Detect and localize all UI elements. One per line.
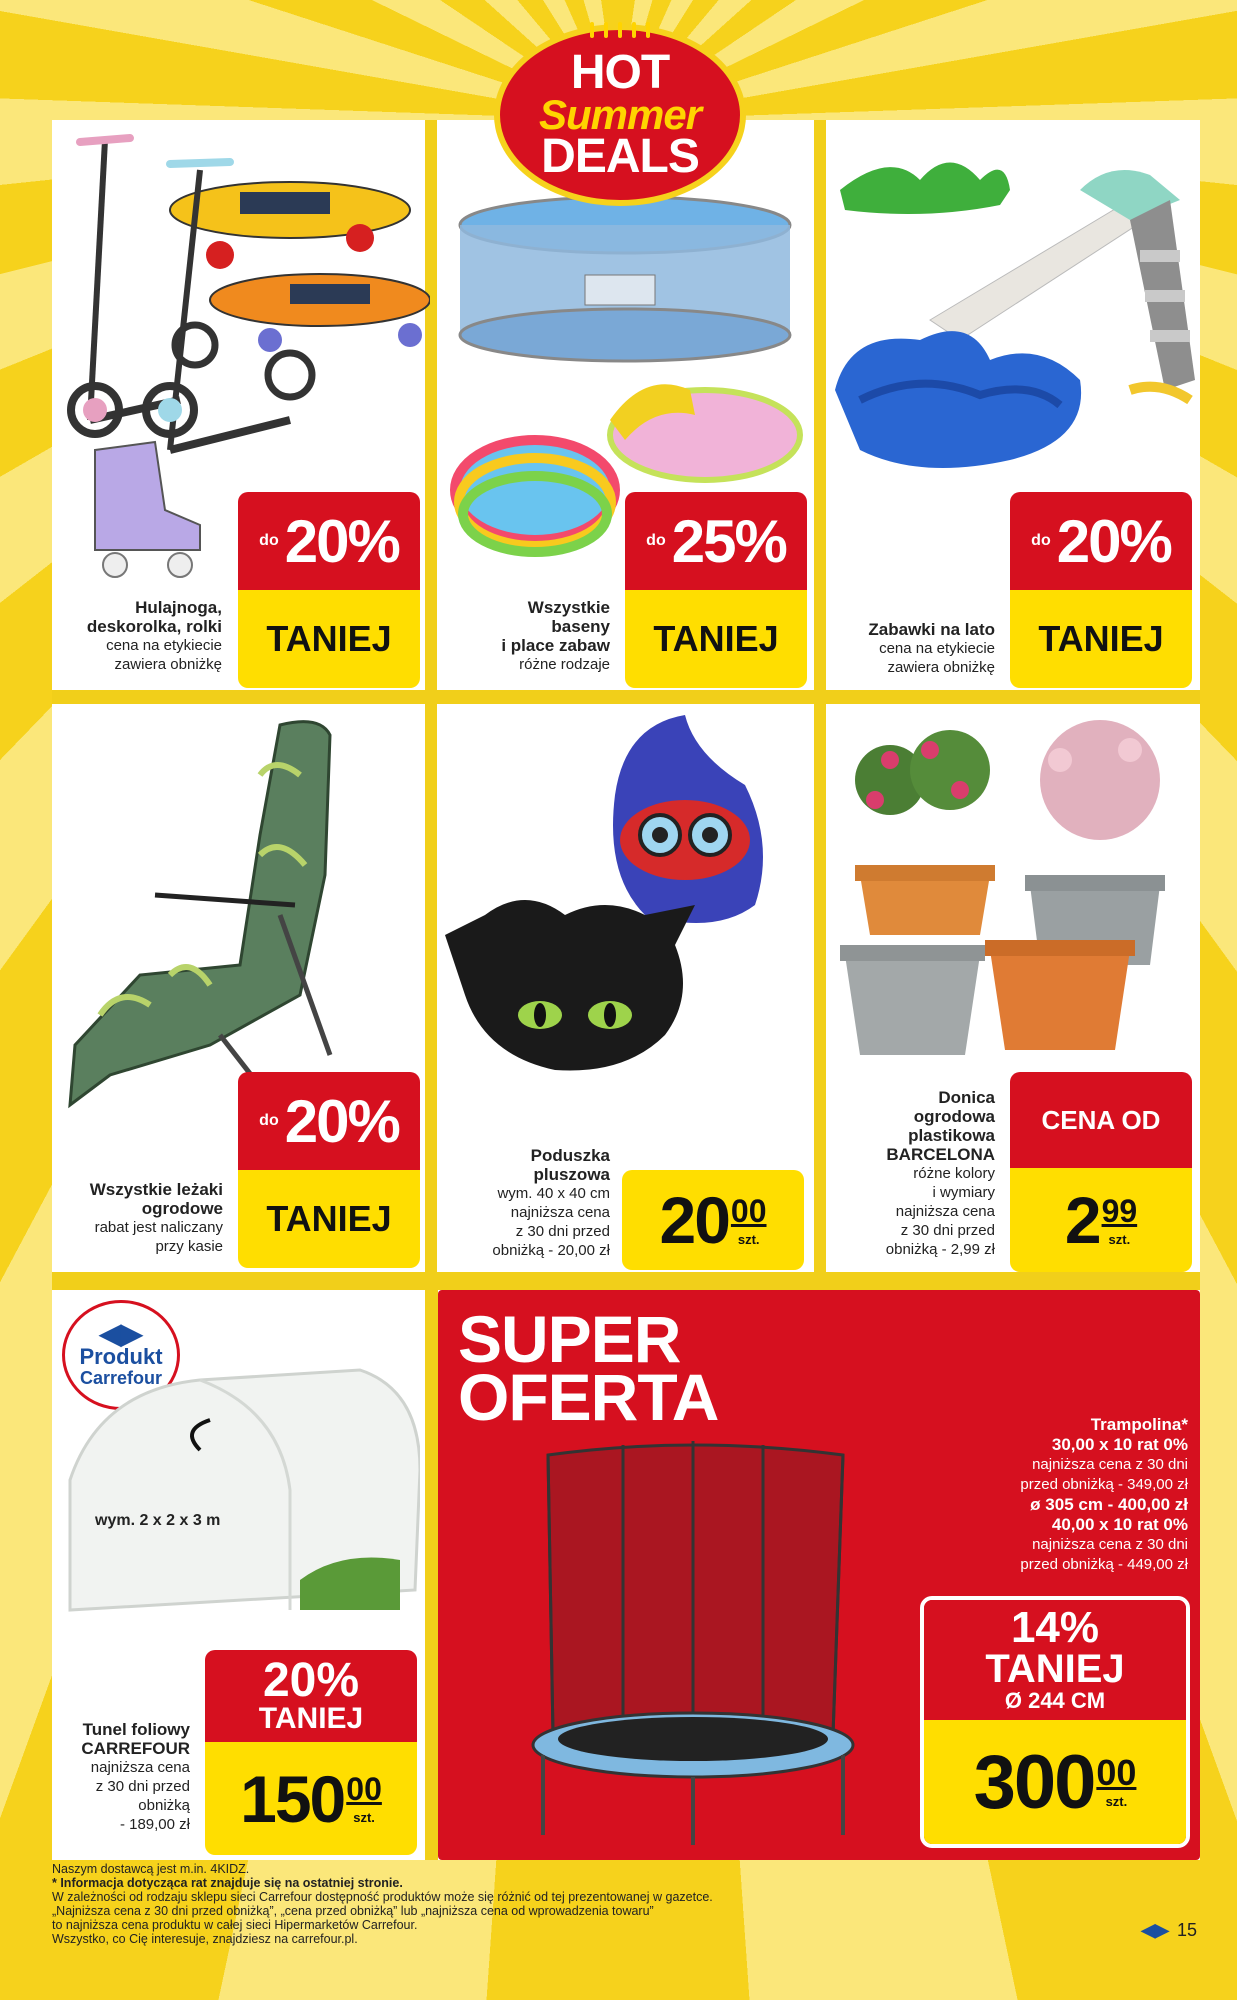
- discount-badge: [1010, 492, 1192, 688]
- product-name: baseny: [551, 617, 610, 636]
- discount-percent: 25%: [671, 507, 786, 575]
- discount-prefix: do: [1031, 532, 1051, 549]
- product-note: zawiera obniżkę: [114, 656, 222, 673]
- hot-summer-deals-badge: [500, 30, 740, 200]
- discount-percent: 20%: [1056, 507, 1171, 575]
- badge-deals: DEALS: [541, 130, 699, 183]
- product-description: [55, 1180, 223, 1256]
- footer-line: „Najniższa cena z 30 dni przed obniżką”, „cena przed obniżką” lub „najniższa cena od wprowadzenia towaru”: [52, 1904, 654, 1918]
- badge-summer: Summer: [538, 91, 702, 138]
- footer-line: to najniższa cena produktu w całej sieci Hipermarketów Carrefour.: [52, 1918, 418, 1932]
- discount-label: TANIEJ: [238, 590, 420, 688]
- discount-label: TANIEJ: [1010, 590, 1192, 688]
- price-unit: szt.: [1105, 1793, 1128, 1809]
- product-description: [42, 598, 222, 674]
- discount-badge: [625, 492, 807, 688]
- price-tag: [920, 1596, 1190, 1848]
- footer-line: Naszym dostawcą jest m.in. 4KIDZ.: [52, 1862, 250, 1876]
- product-note: i wymiary: [932, 1184, 995, 1201]
- product-name: Trampolina*: [1090, 1415, 1188, 1434]
- price-unit: szt.: [353, 1810, 375, 1825]
- product-note: wym. 40 x 40 cm: [497, 1185, 610, 1202]
- discount-prefix: do: [259, 532, 279, 549]
- product-description: [55, 1720, 190, 1834]
- page-number-value: 15: [1176, 1920, 1197, 1940]
- product-note: zawiera obniżkę: [887, 659, 995, 676]
- product-note: obniżką: [138, 1797, 190, 1814]
- product-name: plastikowa: [908, 1126, 995, 1145]
- installment-info: 40,00 x 10 rat 0%: [1051, 1515, 1188, 1534]
- product-name: Poduszka: [530, 1146, 610, 1165]
- price-integer: 20: [659, 1183, 729, 1257]
- product-name: Donica: [938, 1088, 995, 1107]
- product-note: cena na etykiecie: [879, 640, 995, 657]
- discount-badge: [238, 1072, 420, 1268]
- tile-super-oferta[interactable]: [438, 1290, 1200, 1860]
- price-tag: [205, 1650, 417, 1855]
- price-decimal: 00: [346, 1771, 382, 1807]
- separator: [814, 120, 826, 1290]
- product-name: CARREFOUR: [81, 1739, 190, 1758]
- discount-percent: 20%: [284, 1087, 399, 1155]
- product-note: najniższa cena z 30 dni: [1032, 1536, 1188, 1553]
- product-name: Hulajnoga,: [135, 598, 222, 617]
- product-note: najniższa cena: [895, 1203, 995, 1220]
- product-note: różne kolory: [913, 1165, 995, 1182]
- price-tag: [622, 1170, 804, 1270]
- product-note: cena na etykiecie: [106, 637, 222, 654]
- installment-info: 30,00 x 10 rat 0%: [1051, 1435, 1188, 1454]
- page-number: [1141, 1920, 1197, 1941]
- product-note: - 189,00 zł: [119, 1816, 190, 1833]
- product-name: Zabawki na lato: [868, 620, 995, 639]
- product-note: najniższa cena: [90, 1759, 190, 1776]
- product-description: [830, 1088, 995, 1259]
- price-from-label: CENA OD: [1010, 1072, 1192, 1168]
- product-name: BARCELONA: [886, 1145, 995, 1164]
- separator: [52, 690, 1200, 704]
- product-note: obniżką - 20,00 zł: [492, 1242, 610, 1259]
- discount-label: TANIEJ: [238, 1170, 420, 1268]
- product-name: ogrodowa: [913, 1107, 995, 1126]
- separator: [52, 1272, 1200, 1290]
- discount-percent: 20%: [262, 1654, 360, 1707]
- price-tag: [1010, 1072, 1192, 1272]
- product-note: najniższa cena z 30 dni: [1032, 1456, 1188, 1473]
- product-name: pluszowa: [533, 1165, 610, 1184]
- summer-toys-illustration: [830, 140, 1200, 500]
- foil-tunnel-illustration: [60, 1350, 420, 1640]
- discount-prefix: do: [259, 1112, 279, 1129]
- price-integer: 150: [240, 1761, 345, 1836]
- product-note: obniżką - 2,99 zł: [885, 1241, 995, 1258]
- price-integer: 2: [1064, 1183, 1100, 1257]
- footer-line: W zależności od rodzaju sklepu sieci Carrefour dostępność produktów może się różnić od tej prezentowanej w gazetce.: [52, 1890, 713, 1904]
- product-name: Wszystkie leżaki: [89, 1180, 223, 1199]
- product-description: [868, 1415, 1188, 1575]
- discount-percent: 14%: [1010, 1603, 1100, 1652]
- discount-prefix: do: [646, 532, 666, 549]
- variant-price: ø 305 cm - 400,00 zł: [1030, 1495, 1188, 1514]
- tunnel-dimensions: wym. 2 x 2 x 3 m: [95, 1512, 221, 1529]
- product-name: Tunel foliowy: [82, 1720, 190, 1739]
- product-note: z 30 dni przed: [515, 1223, 610, 1240]
- product-size: Ø 244 CM: [1004, 1688, 1106, 1713]
- footer-legal: [52, 1862, 1182, 1946]
- super-oferta-title: [458, 1302, 719, 1434]
- product-note: rabat jest naliczany: [94, 1219, 223, 1236]
- super-title-line: SUPER: [458, 1302, 681, 1376]
- product-note: z 30 dni przed: [95, 1778, 190, 1795]
- product-name: ogrodowe: [141, 1199, 223, 1218]
- product-description: [830, 620, 995, 677]
- product-name: deskorolka, rolki: [86, 617, 222, 636]
- sun-rays-icon: [590, 22, 650, 42]
- trampoline-illustration: [523, 1435, 863, 1845]
- price-integer: 300: [973, 1739, 1095, 1825]
- discount-label: TANIEJ: [985, 1647, 1125, 1691]
- product-name: Wszystkie: [527, 598, 610, 617]
- product-description: [430, 1146, 610, 1260]
- super-title-line: OFERTA: [458, 1360, 719, 1434]
- product-note: przy kasie: [155, 1238, 223, 1255]
- badge-hot: HOT: [570, 46, 670, 99]
- separator: [425, 1290, 438, 1860]
- price-decimal: 99: [1101, 1192, 1138, 1229]
- discount-badge: [238, 492, 420, 688]
- product-note: różne rodzaje: [519, 656, 610, 673]
- discount-label: TANIEJ: [625, 590, 807, 688]
- logo-text: Produkt: [79, 1344, 163, 1369]
- product-note: najniższa cena: [510, 1204, 610, 1221]
- flower-pots-illustration: [830, 720, 1200, 1070]
- price-decimal: 00: [1096, 1751, 1137, 1793]
- discount-label: TANIEJ: [258, 1702, 364, 1735]
- price-unit: szt.: [737, 1231, 760, 1247]
- footer-line: Wszystko, co Cię interesuje, znajdziesz na carrefour.pl.: [52, 1932, 358, 1946]
- product-note: przed obniżką - 349,00 zł: [1020, 1476, 1188, 1493]
- plush-pillows-illustration: [445, 715, 805, 1135]
- product-description: [440, 598, 610, 674]
- carrefour-logo-icon: ◀▶: [99, 1318, 143, 1349]
- discount-percent: 20%: [284, 507, 399, 575]
- footer-line: * Informacja dotycząca rat znajduje się na ostatniej stronie.: [52, 1876, 403, 1890]
- carrefour-logo-icon: ◀▶: [1141, 1920, 1169, 1940]
- product-note: przed obniżką - 449,00 zł: [1020, 1556, 1188, 1573]
- product-note: z 30 dni przed: [900, 1222, 995, 1239]
- product-name: i place zabaw: [501, 636, 610, 655]
- price-decimal: 00: [730, 1192, 767, 1229]
- logo-text: Carrefour: [79, 1368, 163, 1388]
- price-unit: szt.: [1108, 1231, 1131, 1247]
